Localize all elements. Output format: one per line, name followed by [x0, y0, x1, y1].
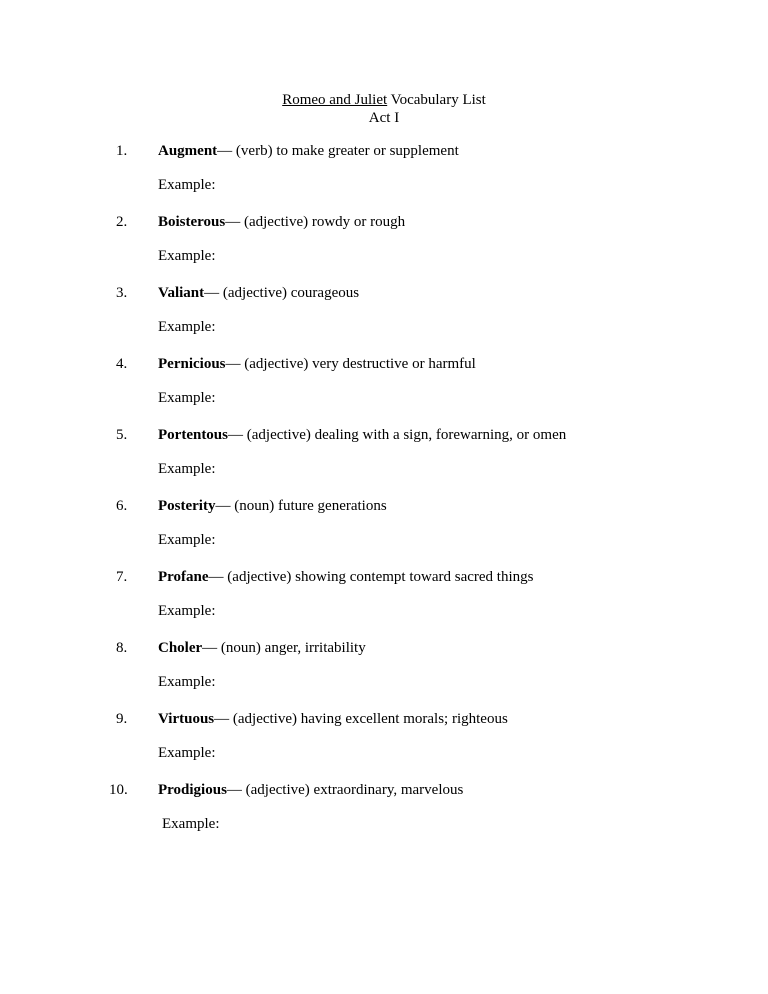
- vocab-item-6: [0, 497, 768, 568]
- example-label: Example:: [162, 816, 220, 832]
- vocab-definition: — (adjective) rowdy or rough: [225, 214, 406, 230]
- definition-line: [158, 213, 405, 231]
- vocab-item-9: [0, 710, 768, 781]
- item-number: 4.: [116, 356, 128, 372]
- vocabulary-list: [0, 142, 768, 852]
- vocab-term: Posterity: [158, 498, 216, 514]
- definition-line: [158, 710, 508, 728]
- act-subtitle: Act I: [368, 110, 400, 126]
- definition-line: [158, 142, 459, 160]
- vocab-definition: — (adjective) extraordinary, marvelous: [226, 782, 464, 798]
- item-number: 9.: [116, 711, 128, 727]
- definition-line: [158, 284, 359, 302]
- title-suffix: Vocabulary List: [387, 92, 486, 108]
- play-title: Romeo and Juliet: [282, 92, 388, 108]
- vocab-definition: — (noun) anger, irritability: [202, 640, 366, 656]
- vocab-item-4: [0, 355, 768, 426]
- vocab-item-5: [0, 426, 768, 497]
- example-label: Example:: [158, 532, 216, 548]
- example-label: Example:: [158, 674, 216, 690]
- vocab-term: Virtuous: [158, 711, 215, 727]
- item-number: 7.: [116, 569, 128, 585]
- vocab-definition: — (verb) to make greater or supplement: [217, 143, 459, 159]
- vocab-definition: — (adjective) dealing with a sign, forewarning, or omen: [228, 427, 567, 443]
- vocab-term: Valiant: [158, 285, 205, 301]
- definition-line: [158, 568, 533, 586]
- example-label: Example:: [158, 319, 216, 335]
- vocab-term: Boisterous: [158, 214, 226, 230]
- example-label: Example:: [158, 745, 216, 761]
- vocab-item-8: [0, 639, 768, 710]
- example-label: Example:: [158, 177, 216, 193]
- definition-line: [158, 355, 476, 373]
- item-number: 3.: [116, 285, 128, 301]
- vocab-term: Choler: [158, 640, 203, 656]
- item-number: 8.: [116, 640, 128, 656]
- vocab-term: Prodigious: [158, 782, 227, 798]
- vocab-definition: — (adjective) showing contempt toward sacred things: [208, 569, 534, 585]
- document-title: [0, 91, 768, 109]
- example-label: Example:: [158, 390, 216, 406]
- item-number: 10.: [109, 782, 128, 798]
- vocab-item-10: [0, 781, 768, 852]
- title-block: [0, 91, 768, 127]
- vocab-definition: — (noun) future generations: [215, 498, 387, 514]
- vocab-term: Portentous: [158, 427, 228, 443]
- vocab-item-7: [0, 568, 768, 639]
- vocab-item-3: [0, 284, 768, 355]
- vocab-definition: — (adjective) courageous: [204, 285, 360, 301]
- vocab-item-2: [0, 213, 768, 284]
- vocab-definition: — (adjective) having excellent morals; righteous: [214, 711, 508, 727]
- example-label: Example:: [158, 461, 216, 477]
- vocab-item-1: [0, 142, 768, 213]
- definition-line: [158, 639, 366, 657]
- vocab-term: Profane: [158, 569, 209, 585]
- definition-line: [158, 426, 566, 444]
- item-number: 1.: [116, 143, 128, 159]
- vocab-term: Pernicious: [158, 356, 226, 372]
- example-label: Example:: [158, 248, 216, 264]
- definition-line: [158, 497, 387, 515]
- vocab-definition: — (adjective) very destructive or harmful: [225, 356, 476, 372]
- example-label: Example:: [158, 603, 216, 619]
- item-number: 5.: [116, 427, 128, 443]
- definition-line: [158, 781, 463, 799]
- item-number: 2.: [116, 214, 128, 230]
- vocab-term: Augment: [158, 143, 218, 159]
- item-number: 6.: [116, 498, 128, 514]
